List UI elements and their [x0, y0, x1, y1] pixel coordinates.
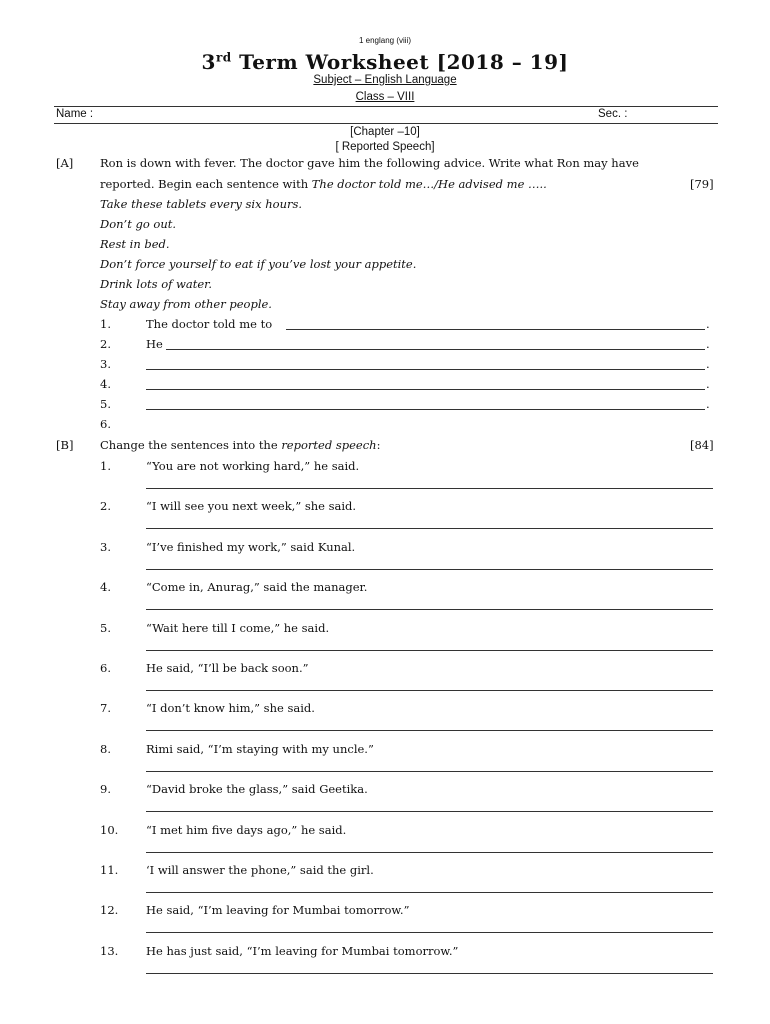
- answer-number: 4.: [100, 377, 111, 391]
- advice-line: Don’t go out.: [100, 217, 177, 231]
- answer-blank-line[interactable]: [146, 771, 713, 772]
- topic-heading: [ Reported Speech]: [335, 141, 435, 153]
- answer-end-period: .: [706, 337, 710, 351]
- question-number: 7.: [100, 701, 111, 716]
- section-b-intro-prefix: Change the sentences into the: [100, 438, 282, 452]
- answer-number: 5.: [100, 397, 111, 411]
- answer-blank-line[interactable]: [146, 409, 705, 410]
- answer-prefix: The doctor told me to: [146, 317, 273, 331]
- section-a-intro-line2: [100, 177, 547, 191]
- question-text: “I met him five days ago,” he said.: [146, 822, 347, 837]
- advice-line: Rest in bed.: [100, 237, 170, 251]
- answer-blank-line[interactable]: [146, 609, 713, 610]
- answer-blank-line[interactable]: [146, 389, 705, 390]
- question-number: 4.: [100, 580, 111, 595]
- answer-end-period: .: [706, 317, 710, 331]
- answer-blank-line[interactable]: [146, 488, 713, 489]
- section-a-marks: [79]: [690, 177, 714, 191]
- section-b-intro-suffix: :: [376, 438, 381, 452]
- chapter-heading: [Chapter –10]: [350, 126, 420, 138]
- advice-line: Drink lots of water.: [100, 277, 213, 291]
- answer-blank-line[interactable]: [146, 892, 713, 893]
- question-number: 2.: [100, 499, 111, 514]
- question-text: “I’ve finished my work,” said Kunal.: [146, 539, 356, 554]
- advice-line: Don’t force yourself to eat if you’ve lost your appetite.: [100, 257, 417, 271]
- question-number: 12.: [100, 903, 119, 918]
- advice-line: Stay away from other people.: [100, 297, 272, 311]
- section-label: Sec. :: [598, 108, 628, 120]
- question-text: “Wait here till I come,” he said.: [146, 620, 330, 635]
- answer-blank-line[interactable]: [146, 932, 713, 933]
- section-b-marks: [84]: [690, 438, 714, 452]
- answer-number: 3.: [100, 357, 111, 371]
- answer-blank-line[interactable]: [286, 329, 705, 330]
- question-text: “I don’t know him,” she said.: [146, 701, 315, 716]
- header-rule-bottom: [54, 123, 718, 124]
- answer-blank-line[interactable]: [146, 569, 713, 570]
- section-a-label: [A]: [56, 156, 74, 170]
- question-text: ‘I will answer the phone,” said the girl.: [146, 863, 374, 877]
- question-text: “Come in, Anurag,” said the manager.: [146, 580, 368, 595]
- answer-number: 2.: [100, 337, 111, 351]
- section-b-label: [B]: [56, 438, 74, 452]
- answer-blank-line[interactable]: [146, 528, 713, 529]
- question-text: “I will see you next week,” she said.: [146, 499, 357, 514]
- question-number: 13.: [100, 943, 119, 958]
- answer-end-period: .: [706, 377, 710, 391]
- answer-number: 1.: [100, 317, 111, 331]
- question-number: 5.: [100, 620, 111, 635]
- section-b-intro-italic: reported speech: [281, 438, 377, 452]
- answer-blank-line[interactable]: [146, 369, 705, 370]
- question-text: He said, “I’m leaving for Mumbai tomorrow.”: [146, 903, 410, 918]
- header-rule-top: [54, 106, 718, 107]
- question-number: 9.: [100, 782, 111, 797]
- answer-blank-line[interactable]: [146, 852, 713, 853]
- title-ordinal-suffix: rd: [215, 50, 232, 65]
- subject-line: Subject – English Language: [313, 74, 457, 86]
- question-number: 10.: [100, 822, 119, 837]
- answer-prefix: He: [146, 337, 163, 351]
- question-number: 1.: [100, 459, 111, 473]
- question-text: “David broke the glass,” said Geetika.: [146, 782, 368, 797]
- class-line: Class – VIII: [355, 91, 415, 103]
- question-number: 3.: [100, 539, 111, 554]
- question-text: He has just said, “I’m leaving for Mumbai tomorrow.”: [146, 943, 459, 958]
- section-a-intro-line1: Ron is down with fever. The doctor gave him the following advice. Write what Ron may have: [100, 156, 639, 170]
- name-label: Name :: [56, 108, 94, 120]
- answer-blank-line[interactable]: [146, 811, 713, 812]
- title-text: Term Worksheet [2018 – 19]: [231, 50, 569, 74]
- section-a-intro-example: The doctor told me…/He advised me …..: [311, 177, 547, 191]
- section-b-intro: [100, 438, 380, 452]
- answer-blank-line[interactable]: [146, 973, 713, 974]
- section-a-intro-prefix: reported. Begin each sentence with: [100, 177, 312, 191]
- answer-blank-line[interactable]: [146, 650, 713, 651]
- answer-blank-line[interactable]: [166, 349, 705, 350]
- page-title: [0, 50, 770, 74]
- document-code: 1 englang (viii): [358, 36, 412, 45]
- answer-blank-line[interactable]: [146, 690, 713, 691]
- answer-blank-line[interactable]: [146, 730, 713, 731]
- answer-number: 6.: [100, 417, 111, 431]
- question-number: 6.: [100, 661, 111, 675]
- title-ordinal: 3: [201, 50, 216, 74]
- question-number: 8.: [100, 741, 111, 756]
- advice-line: Take these tablets every six hours.: [100, 197, 303, 211]
- answer-end-period: .: [706, 357, 710, 371]
- question-text: He said, “I’ll be back soon.”: [146, 661, 309, 675]
- question-text: “You are not working hard,” he said.: [146, 459, 360, 473]
- question-number: 11.: [100, 863, 119, 877]
- question-text: Rimi said, “I’m staying with my uncle.”: [146, 741, 374, 756]
- answer-end-period: .: [706, 397, 710, 411]
